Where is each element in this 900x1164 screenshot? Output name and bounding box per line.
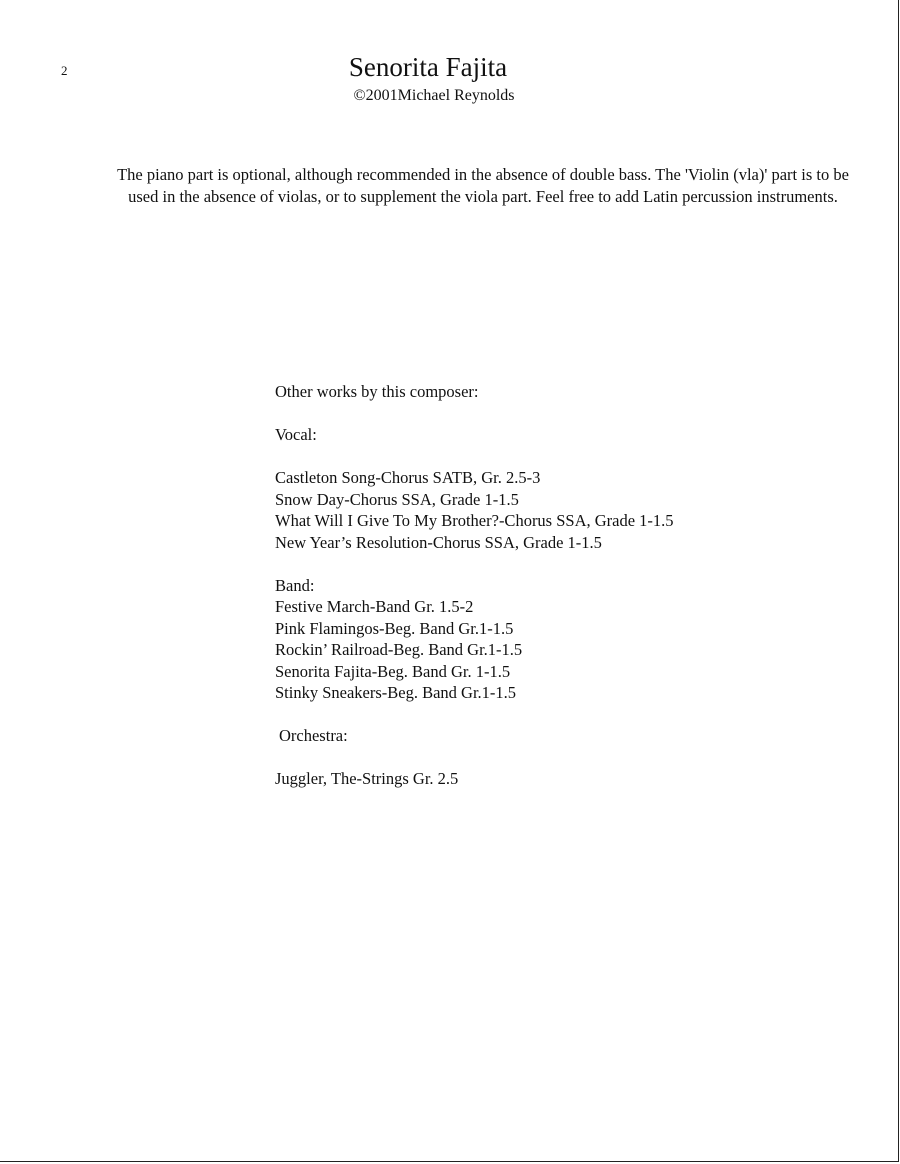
page-number: 2 xyxy=(61,63,68,78)
vocal-work-item: New Year’s Resolution-Chorus SSA, Grade 1-1.5 xyxy=(275,532,602,552)
band-work-item: Pink Flamingos-Beg. Band Gr.1-1.5 xyxy=(275,618,514,638)
other-works-section xyxy=(275,381,835,790)
spacer xyxy=(275,446,835,468)
orchestra-work-item: Juggler, The-Strings Gr. 2.5 xyxy=(275,769,459,788)
band-work-item: Senorita Fajita-Beg. Band Gr. 1-1.5 xyxy=(275,661,511,681)
copyright-line: ©2001Michael Reynolds xyxy=(353,87,515,104)
band-work-item: Stinky Sneakers-Beg. Band Gr.1-1.5 xyxy=(275,683,517,702)
band-work-item: Rockin’ Railroad-Beg. Band Gr.1-1.5 xyxy=(275,640,523,659)
spacer xyxy=(275,553,835,575)
vocal-work-item: Castleton Song-Chorus SATB, Gr. 2.5-3 xyxy=(275,468,541,487)
vocal-work-item: Snow Day-Chorus SSA, Grade 1-1.5 xyxy=(275,489,519,509)
vocal-work-item: What Will I Give To My Brother?-Chorus SSA, Grade 1-1.5 xyxy=(275,511,674,530)
orchestra-label: Orchestra: xyxy=(279,726,348,745)
vocal-label: Vocal: xyxy=(275,425,317,444)
band-label: Band: xyxy=(275,575,315,595)
performance-note: The piano part is optional, although recommended in the absence of double bass. The 'Violin (vla)' part is to be used in the absence of violas, or to supplement the viola part. Feel free to add Latin percussion instruments. xyxy=(117,165,849,206)
page-title: Senorita Fajita xyxy=(348,52,508,82)
other-works-heading: Other works by this composer: xyxy=(275,382,479,401)
band-work-item: Festive March-Band Gr. 1.5-2 xyxy=(275,597,474,616)
spacer xyxy=(275,704,835,726)
spacer xyxy=(275,403,835,425)
spacer xyxy=(275,747,835,769)
